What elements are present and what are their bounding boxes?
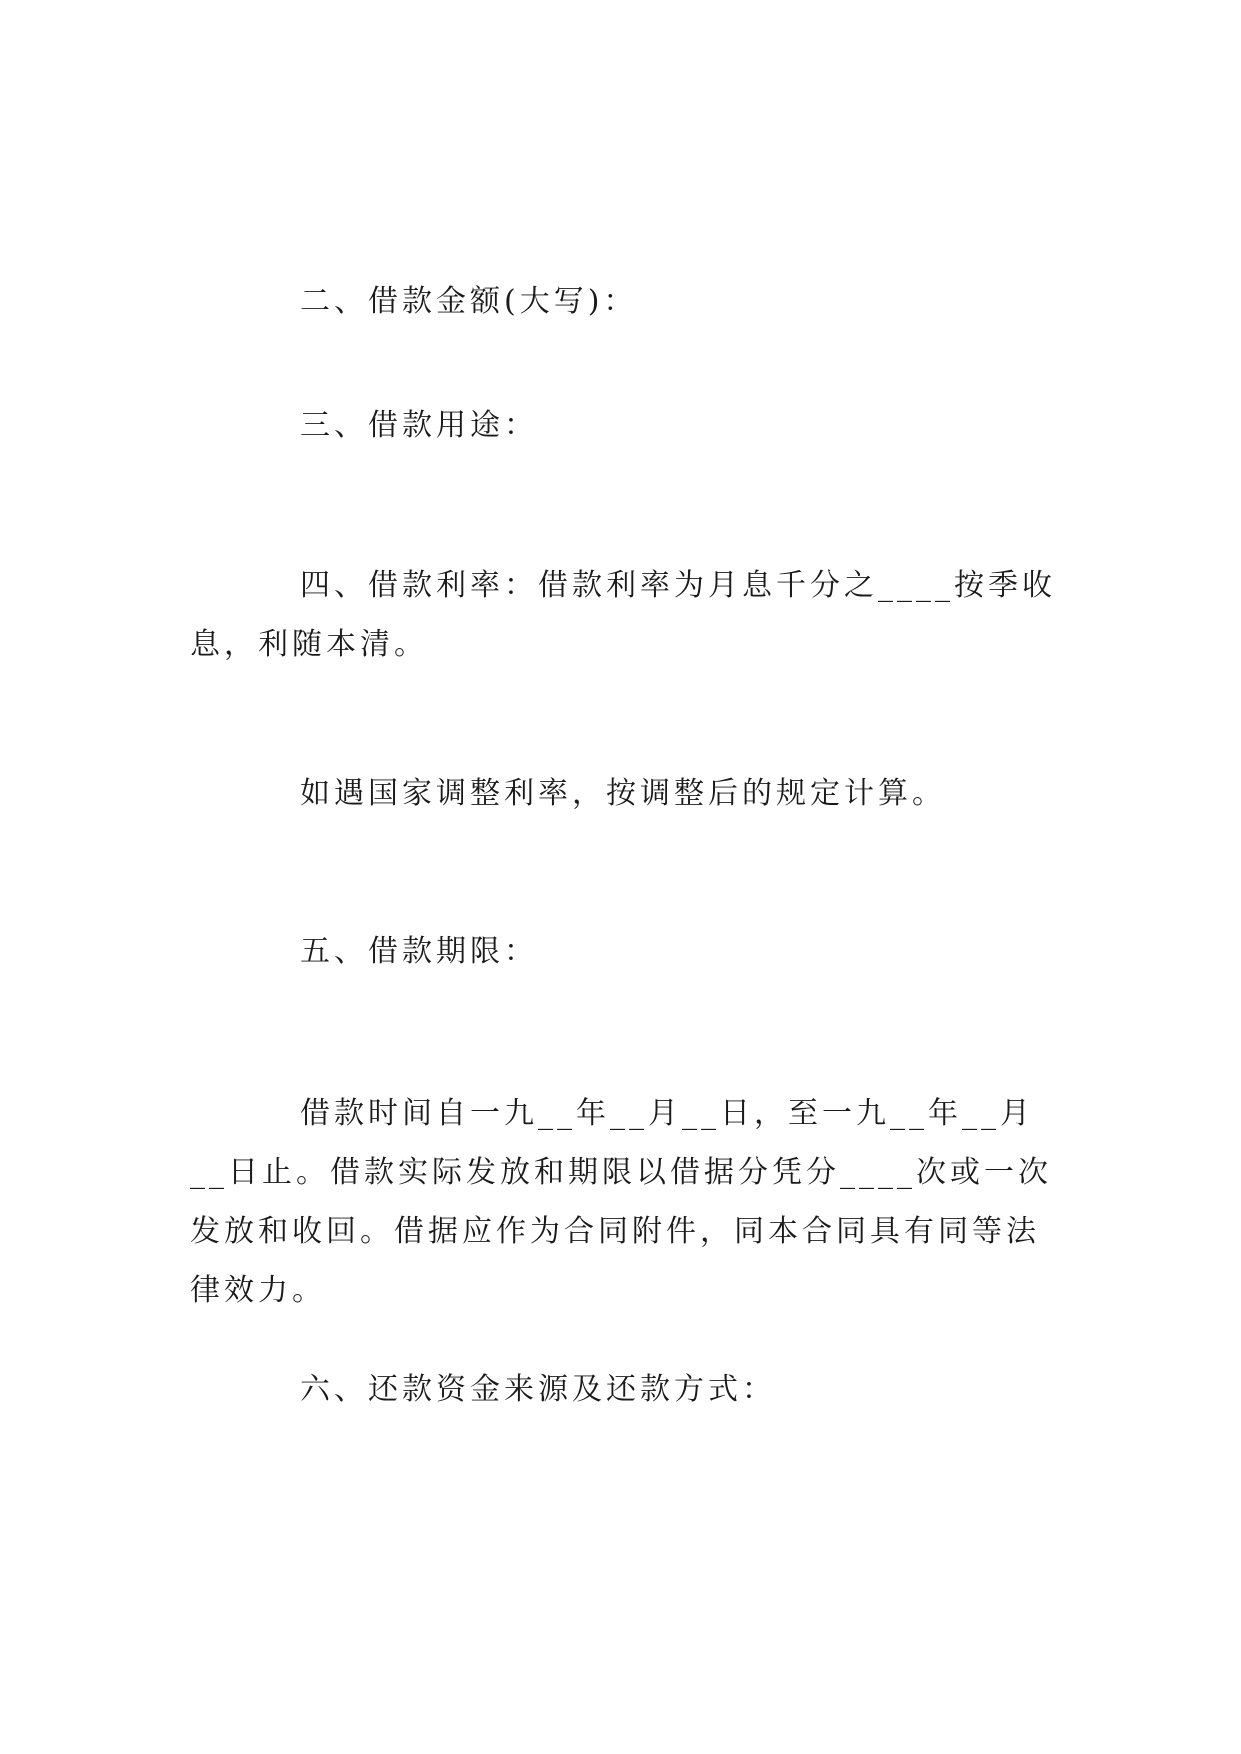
section-loan-purpose: 三、借款用途： — [300, 408, 538, 443]
section-loan-term: 五、借款期限： — [300, 934, 538, 969]
section-loan-rate: 四、借款利率：借款利率为月息千分之____按季收息，利随本清。 — [190, 568, 1056, 662]
section-rate-adjustment: 如遇国家调整利率，按调整后的规定计算。 — [300, 776, 946, 811]
section-term-detail: 借款时间自一九__年__月__日，至一九__年__月__日止。借款实际发放和期限以借据分凭分____次或一次发放和收回。借据应作为合同附件，同本合同具有同等法律效力。 — [190, 1096, 1052, 1308]
section-loan-amount: 二、借款金额(大写)： — [300, 284, 638, 319]
section-repayment: 六、还款资金来源及还款方式： — [300, 1372, 776, 1407]
